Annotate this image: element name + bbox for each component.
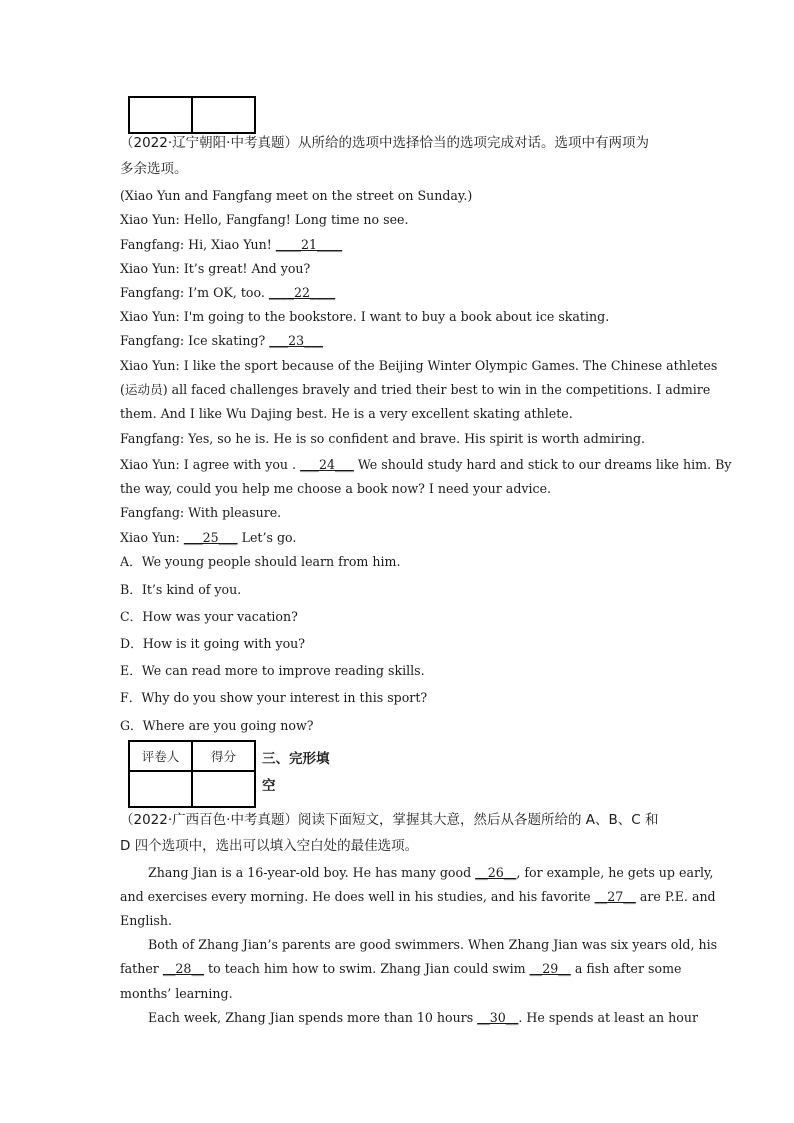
score-cell-score [192,97,255,133]
dialog-line [120,457,732,473]
line-text: Fangfang: I’m OK, too. [120,285,269,300]
passage-line [148,937,718,953]
dialog-line [120,188,680,204]
q2-instruction-line1: （2022·广西百色·中考真题）阅读下面短文，掌握其大意，然后从各题所给的 A、B、C 和 [120,812,659,828]
dialog-line [120,309,680,325]
score-table-top [128,96,256,134]
answer-blank[interactable]: __27__ [594,889,636,904]
dialog-line [120,431,680,447]
line-text: months’ learning. [120,986,233,1001]
line-text: Zhang Jian is a 16-year-old boy. He has many good [148,865,476,880]
option-item: A．We young people should learn from him. [120,554,401,569]
q2-instruction-line2: D 四个选项中，选出可以填入空白处的最佳选项。 [120,838,419,854]
answer-blank[interactable]: ___23___ [269,333,324,348]
passage-line [148,865,714,881]
cell-score-empty [192,771,255,807]
line-text: father [120,961,163,976]
line-text: Fangfang: Hi, Xiao Yun! [120,237,276,252]
answer-blank[interactable]: ___24___ [300,457,354,472]
line-text: Fangfang: With pleasure. [120,505,282,520]
answer-blank[interactable]: ___25___ [183,530,238,545]
option-item: G．Where are you going now? [120,718,314,733]
section3-title-line2: 空 [262,778,276,794]
q1-instruction-line1: （2022·辽宁朝阳·中考真题）从所给的选项中选择恰当的选项完成对话。选项中有两项为 [120,135,649,151]
score-table-section3 [128,740,256,808]
passage-line [120,961,680,977]
passage-line [148,1010,708,1026]
line-text-tail: We should study hard and stick to our dreams like him. By [353,457,732,472]
header-reviewer: 评卷人 [129,741,192,771]
line-text: the way, could you help me choose a book now? I need your advice. [120,481,552,496]
answer-blank[interactable]: __30__ [477,1010,519,1025]
line-text-tail: are P.E. and [635,889,716,904]
line-text-tail: Let’s go. [237,530,297,545]
line-text: them. And I like Wu Dajing best. He is a very excellent skating athlete. [120,406,573,421]
option-item: C．How was your vacation? [120,609,298,624]
line-text: Xiao Yun: I like the sport because of the Beijing Winter Olympic Games. The Chinese athletes [120,358,718,373]
dialog-line [120,261,680,277]
answer-blank[interactable]: __29__ [529,961,571,976]
dialog-line [120,333,680,349]
cell-reviewer-empty [129,771,192,807]
line-text: Xiao Yun: I'm going to the bookstore. I want to buy a book about ice skating. [120,309,610,324]
line-text: Fangfang: Yes, so he is. He is so confident and brave. His spirit is worth admiring. [120,431,646,446]
option-item: F．Why do you show your interest in this sport? [120,690,428,705]
line-text: English. [120,913,172,928]
line-text: (运动员) all faced challenges bravely and tried their best to win in the competitions. I admire [120,382,711,397]
dialog-line [120,406,680,422]
passage-line [120,889,716,905]
line-text: Xiao Yun: It’s great! And you? [120,261,311,276]
answer-blank[interactable]: ____21____ [275,237,343,252]
line-text: Xiao Yun: Hello, Fangfang! Long time no see. [120,212,409,227]
dialog-line [120,530,680,546]
answer-blank[interactable]: __28__ [162,961,205,976]
option-item: E．We can read more to improve reading skills. [120,663,425,678]
line-text: Both of Zhang Jian’s parents are good swimmers. When Zhang Jian was six years old, his [148,937,718,952]
dialog-line [120,382,711,398]
dialog-line [120,481,680,497]
line-text: Each week, Zhang Jian spends more than 10 hours [148,1010,478,1025]
dialog-line [120,237,680,253]
line-text: and exercises every morning. He does well in his studies, and his favorite [120,889,595,904]
option-item: D．How is it going with you? [120,636,306,651]
dialog-line [120,358,718,374]
answer-blank[interactable]: ____22____ [268,285,336,300]
line-text-tail: a fish after some [570,961,682,976]
line-text: Xiao Yun: I agree with you . [120,457,301,472]
dialog-line [120,212,680,228]
option-item: B．It’s kind of you. [120,582,242,597]
line-text-tail: . He spends at least an hour [518,1010,698,1025]
passage-line [120,913,680,929]
line-text: Xiao Yun: [120,530,184,545]
header-score: 得分 [192,741,255,771]
dialog-line [120,505,680,521]
line-text: Fangfang: Ice skating? [120,333,270,348]
answer-blank[interactable]: __26__ [475,865,517,880]
q1-instruction-line2: 多余选项。 [120,161,188,177]
line-text: (Xiao Yun and Fangfang meet on the street on Sunday.) [120,188,473,203]
score-cell-reviewer [129,97,192,133]
section3-title-line1: 三、完形填 [262,751,330,767]
line-text-tail: to teach him how to swim. Zhang Jian could swim [204,961,530,976]
dialog-line [120,285,680,301]
line-text-tail: , for example, he gets up early, [516,865,714,880]
passage-line [120,986,680,1002]
